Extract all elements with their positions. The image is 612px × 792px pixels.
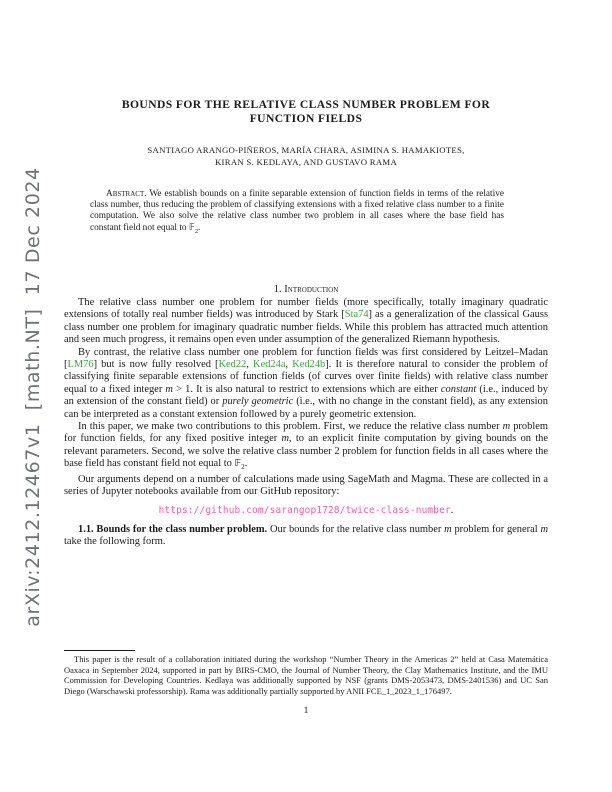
text-segment: m xyxy=(540,523,548,535)
paper-authors xyxy=(64,144,548,168)
text-segment: m xyxy=(281,433,289,445)
text-segment: . xyxy=(244,458,248,470)
subsection-1-1-paragraph xyxy=(64,524,548,549)
text-segment: 2 xyxy=(241,463,245,472)
text-segment: m xyxy=(444,523,452,535)
text-segment: constant xyxy=(440,383,477,395)
text-segment: take the following form. xyxy=(64,536,166,548)
text-segment: By contrast, the relative class number one problem for function fields was first considered by Leitzel–Madan [ xyxy=(64,346,548,371)
text-segment: . xyxy=(450,504,454,516)
paper-title-line1: BOUNDS FOR THE RELATIVE CLASS NUMBER PROBLEM FOR xyxy=(121,98,491,111)
footnote-rule xyxy=(64,650,135,651)
arxiv-watermark-column xyxy=(11,150,55,644)
text-segment: 2 xyxy=(194,227,198,235)
arxiv-watermark-text: arXiv:2412.12467v1 [math.NT] 17 Dec 2024 xyxy=(22,167,44,627)
text-segment: Our arguments depend on a number of calculations made using SageMath and Magma. These are collected in a series of Jupyter notebooks available from our GitHub repository: xyxy=(64,473,548,498)
text-segment: , xyxy=(285,359,293,371)
text-segment: ]. It is therefore natural to consider the problem of classifying finite separable extensions of function fields (of curves over finite fields) with relative class number equal to a fixed integer xyxy=(64,359,548,395)
text-segment: 1. xyxy=(273,284,285,295)
text-segment: We establish bounds on a finite separable extension of function fields in terms of the relative class number, thus reducing the problem of classifying extensions with a fixed relative class number to a finite computation. We also solve the relative class number two problem in all cases where the base field has constant field not equal to xyxy=(90,189,504,233)
text-segment: problem for function fields, for any fixed positive integer xyxy=(64,421,548,445)
text-segment: ] as a generalization of the classical Gauss class number one problem for imaginary quadratic number fields. While this problem has attracted much attention and seen much progress, it remains open even under assumption of the generalized Riemann hypothesis. xyxy=(64,309,549,346)
text-segment: m xyxy=(502,421,511,433)
paragraph xyxy=(64,297,548,347)
text-segment: 𝔽 xyxy=(234,458,242,470)
text-segment: 1.1. Bounds for the class number problem. xyxy=(78,523,268,535)
text-segment: Abstract. xyxy=(106,189,147,199)
github-repo-link-line xyxy=(64,505,548,517)
text-segment: (i.e., induced by an extension of the constant field) or xyxy=(64,383,548,408)
text-segment: . xyxy=(198,222,201,233)
paper-title xyxy=(64,98,548,126)
body-text xyxy=(64,297,548,549)
citation-link[interactable]: Ked24a xyxy=(253,359,286,371)
page-number: 1 xyxy=(303,706,309,716)
paper-title-line2: FUNCTION FIELDS xyxy=(249,112,363,125)
text-segment: purely geometric xyxy=(222,396,294,408)
authors-line1: SANTIAGO ARANGO-PIÑEROS, MARÍA CHARA, ASIMINA S. HAMAKIOTES, xyxy=(147,145,465,155)
section-heading-introduction xyxy=(64,284,548,295)
text-segment: (i.e., with no change in the constant field), as any extension can be interpreted as a constant extension followed by a purely geometric extension. xyxy=(64,396,548,420)
text-segment: Our bounds for the relative class number xyxy=(267,523,445,535)
text-segment: In this paper, we make two contributions to this problem. First, we reduce the relative class number xyxy=(78,421,503,433)
text-segment: , xyxy=(246,359,254,371)
citation-link[interactable]: Ked24b xyxy=(292,359,326,371)
text-segment: Introduction xyxy=(284,284,339,295)
citation-link[interactable]: Ked22 xyxy=(218,359,247,371)
text-segment: The relative class number one problem for number fields (more specifically, totally imaginary quadratic extensions of totally real number fields) was introduced by Stark [ xyxy=(64,297,548,321)
paragraph xyxy=(64,474,548,499)
paragraph xyxy=(64,347,548,421)
paragraph xyxy=(64,421,548,474)
footnote: This paper is the result of a collaboration initiated during the workshop “Number Theory in the Americas 2” held at Casa Matemática Oaxaca in September 2024, supported in part by BIRS-CMO, the Journal of Number Theory, the Clay Mathematics Institute, and the IMU Commission for Developing Countries. Kedlaya was additionally supported by NSF (grants DMS-2053473, DMS-2401536) and UC San Diego (Warschawski professorship). Rama was additionally partially supported by ANII FCE_1_2023_1_176497. xyxy=(64,654,548,696)
text-segment: m xyxy=(165,383,173,395)
text-segment: , to an explicit finite computation by giving bounds on the relevant parameters. Second, we solve the relative class number 2 problem for function fields in all cases where the base field has constant field not equal to xyxy=(64,433,549,470)
authors-line2: KIRAN S. KEDLAYA, AND GUSTAVO RAMA xyxy=(214,157,398,167)
citation-link[interactable]: LM76 xyxy=(67,359,94,371)
text-segment: problem for general xyxy=(451,523,541,535)
abstract xyxy=(90,189,504,237)
text-segment: 𝔽 xyxy=(188,222,195,233)
citation-link[interactable]: Sta74 xyxy=(344,309,369,321)
url-link[interactable]: https://github.com/sarangop1728/twice-class-number xyxy=(158,504,451,516)
text-segment: > 1. It is also natural to restrict to extensions which are either xyxy=(172,383,441,395)
text-segment: ] but is now fully resolved [ xyxy=(93,359,219,371)
